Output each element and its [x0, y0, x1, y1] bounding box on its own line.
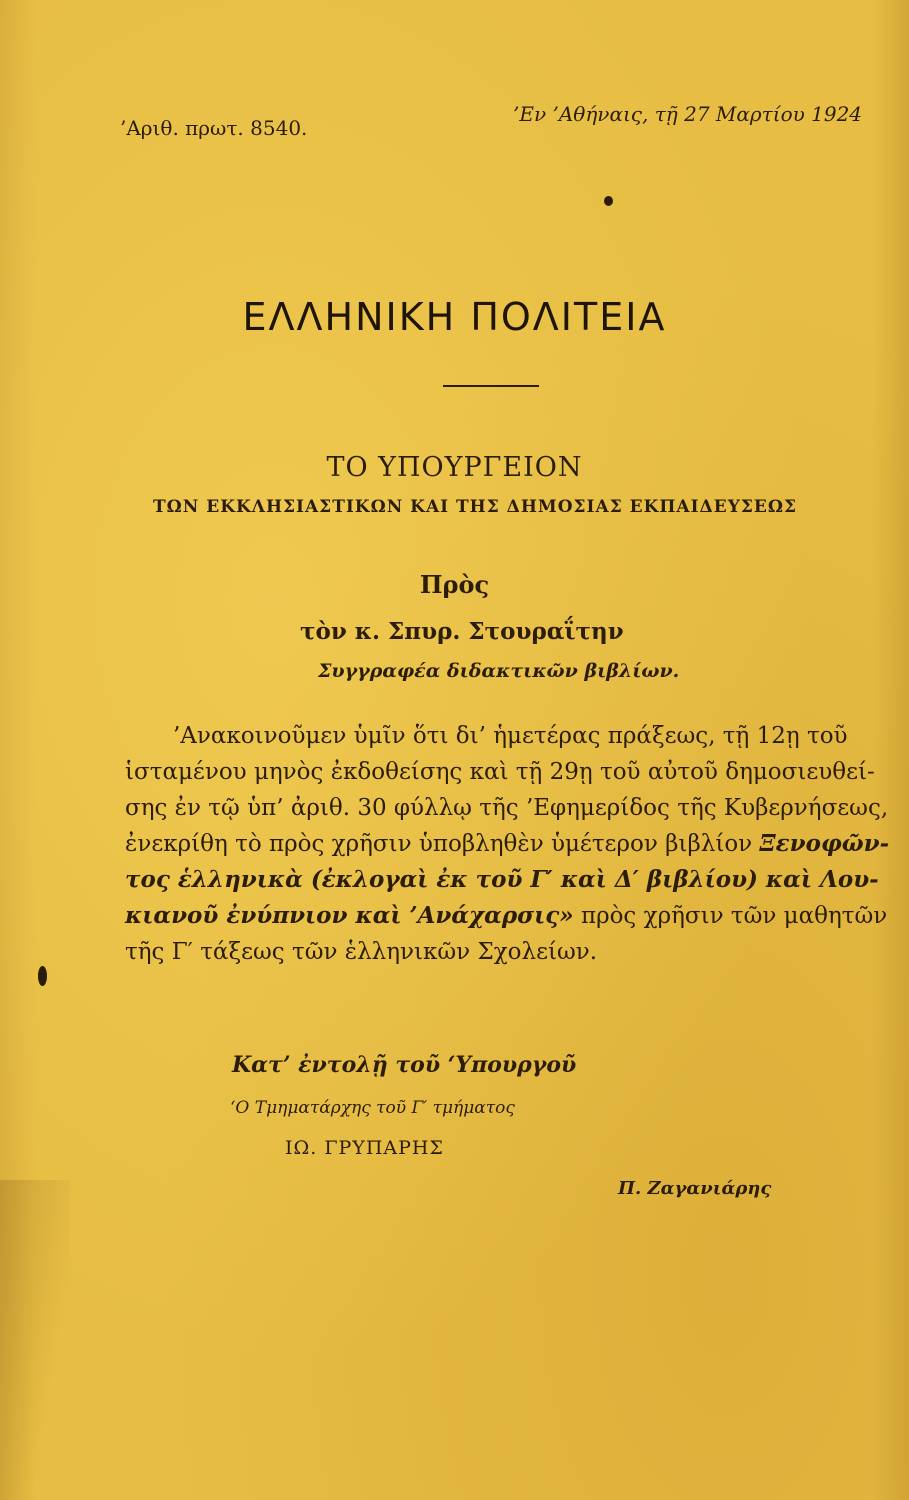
recipient-role: Συγγραφέα διδακτικῶν βιβλίων. [318, 660, 680, 682]
book-title-segment: Ξενοφῶν- [759, 830, 890, 857]
protocol-number: ’Αριθ. πρωτ. 8540. [120, 116, 308, 140]
body-text-segment: ἐνεκρίθη τὸ πρὸς χρῆσιν ὑποβληθὲν ὑμέτερον βιβλίον [125, 831, 760, 857]
body-line: ἱσταμένου μηνὸς ἐκδοθείσης καὶ τῇ 29ῃ τοῦ αὐτοῦ δημοσιευθεί- [125, 759, 875, 785]
body-line [125, 826, 890, 862]
paper-fold-shadow [0, 1180, 70, 1500]
ink-dot [604, 196, 613, 206]
ministry-subheading: ΤΩΝ ΕΚΚΛΗΣΙΑΣΤΙΚΩΝ ΚΑΙ ΤΗΣ ΔΗΜΟΣΙΑΣ ΕΚΠΑΙΔΕΥΣΕΩΣ [153, 497, 797, 517]
body-line [125, 898, 888, 934]
title-divider [443, 385, 539, 387]
signature-order: Κατ’ ἐντολῇ τοῦ ‘Υπουργοῦ [232, 1052, 577, 1078]
recipient-name: τὸν κ. Σπυρ. Στουραΐτην [300, 618, 624, 645]
signatory-name: ΙΩ. ΓΡΥΠΑΡΗΣ [285, 1137, 444, 1159]
clerk-name: Π. Ζαγανιάρης [618, 1178, 772, 1199]
body-line: ’Ανακοινοῦμεν ὑμῖν ὅτι δι’ ἡμετέρας πράξεως, τῇ 12ῃ τοῦ [173, 723, 848, 749]
body-line: τῆς Γ′ τάξεως τῶν ἑλληνικῶν Σχολείων. [125, 939, 598, 965]
ministry-heading: ΤΟ ΥΠΟΥΡΓΕΙΟΝ [326, 452, 583, 483]
signature-position: ‘Ο Τμηματάρχης τοῦ Γ′ τμήματος [230, 1098, 515, 1118]
body-line: σης ἐν τῷ ὑπ’ ἀριθ. 30 φύλλῳ τῆς ’Εφημερίδος τῆς Κυβερνήσεως, [125, 795, 889, 821]
state-title: ΕΛΛΗΝΙΚΗ ΠΟΛΙΤΕΙΑ [242, 295, 667, 339]
dateline: ’Εν ’Αθήναις, τῇ 27 Μαρτίου 1924 [513, 102, 863, 126]
ink-blot [38, 966, 47, 986]
body-text-segment: πρὸς χρῆσιν τῶν μαθητῶν [573, 903, 888, 929]
recipient-label: Πρὸς [419, 570, 490, 599]
book-title-segment: κιανοῦ ἐνύπνιον καὶ ’Ανάχαρσις» [125, 902, 574, 929]
letter-body [125, 718, 890, 970]
book-title-line: τος ἑλληνικὰ (ἐκλογαὶ ἐκ τοῦ Γ′ καὶ Δ′ βιβλίου) καὶ Λου- [125, 866, 879, 893]
